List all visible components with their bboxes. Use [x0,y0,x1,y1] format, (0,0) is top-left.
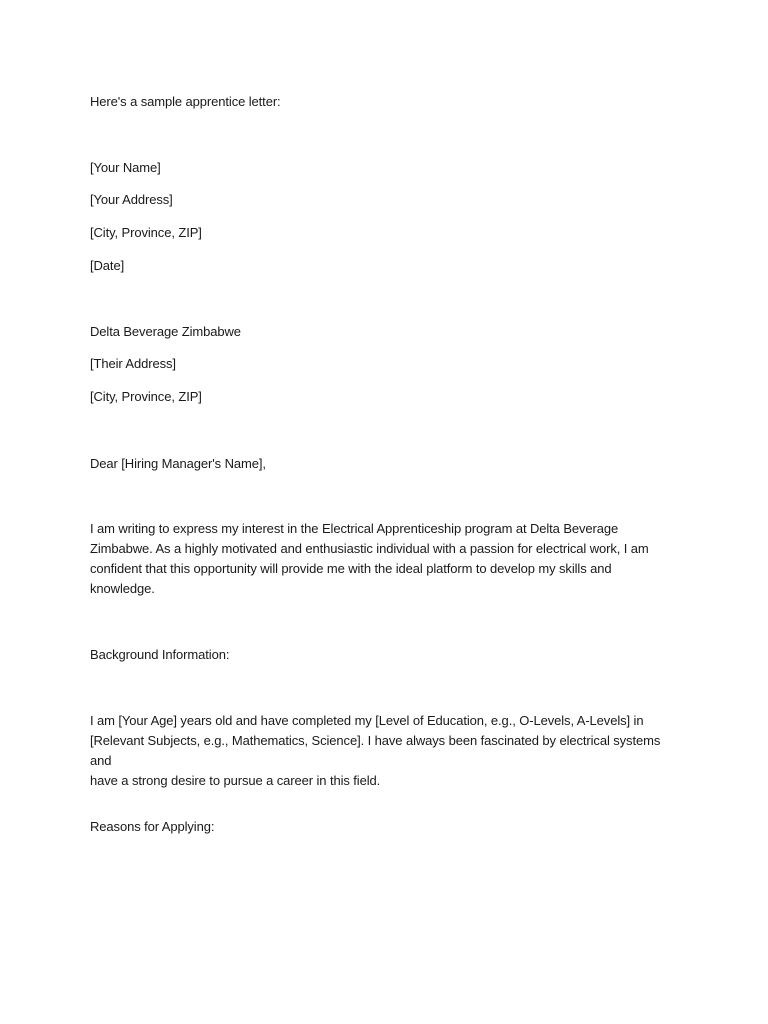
salutation: Dear [Hiring Manager's Name], [90,456,266,471]
paragraph-interest [90,519,680,599]
sender-city: [City, Province, ZIP] [90,225,202,240]
paragraph-line: have a strong desire to pursue a career in this field. [90,773,381,788]
recipient-city: [City, Province, ZIP] [90,389,202,404]
recipient-address: [Their Address] [90,356,176,371]
paragraph-line: knowledge. [90,581,155,596]
paragraph-line: Zimbabwe. As a highly motivated and enthusiastic individual with a passion for electrical work, I am [90,541,649,556]
paragraph-line: I am writing to express my interest in the Electrical Apprenticeship program at Delta Beverage [90,521,619,536]
intro-text: Here's a sample apprentice letter: [90,94,281,109]
paragraph-line: I am [Your Age] years old and have completed my [Level of Education, e.g., O-Levels, A-Levels] in [90,713,644,728]
heading-background: Background Information: [90,647,230,662]
sender-address: [Your Address] [90,192,173,207]
paragraph-line: [Relevant Subjects, e.g., Mathematics, Science]. I have always been fascinated by electrical systems and [90,733,661,768]
letter-date: [Date] [90,258,125,273]
heading-reasons: Reasons for Applying: [90,819,215,834]
paragraph-background [90,711,680,791]
sender-name: [Your Name] [90,160,161,175]
paragraph-line: confident that this opportunity will provide me with the ideal platform to develop my skills and [90,561,612,576]
recipient-company: Delta Beverage Zimbabwe [90,324,241,339]
